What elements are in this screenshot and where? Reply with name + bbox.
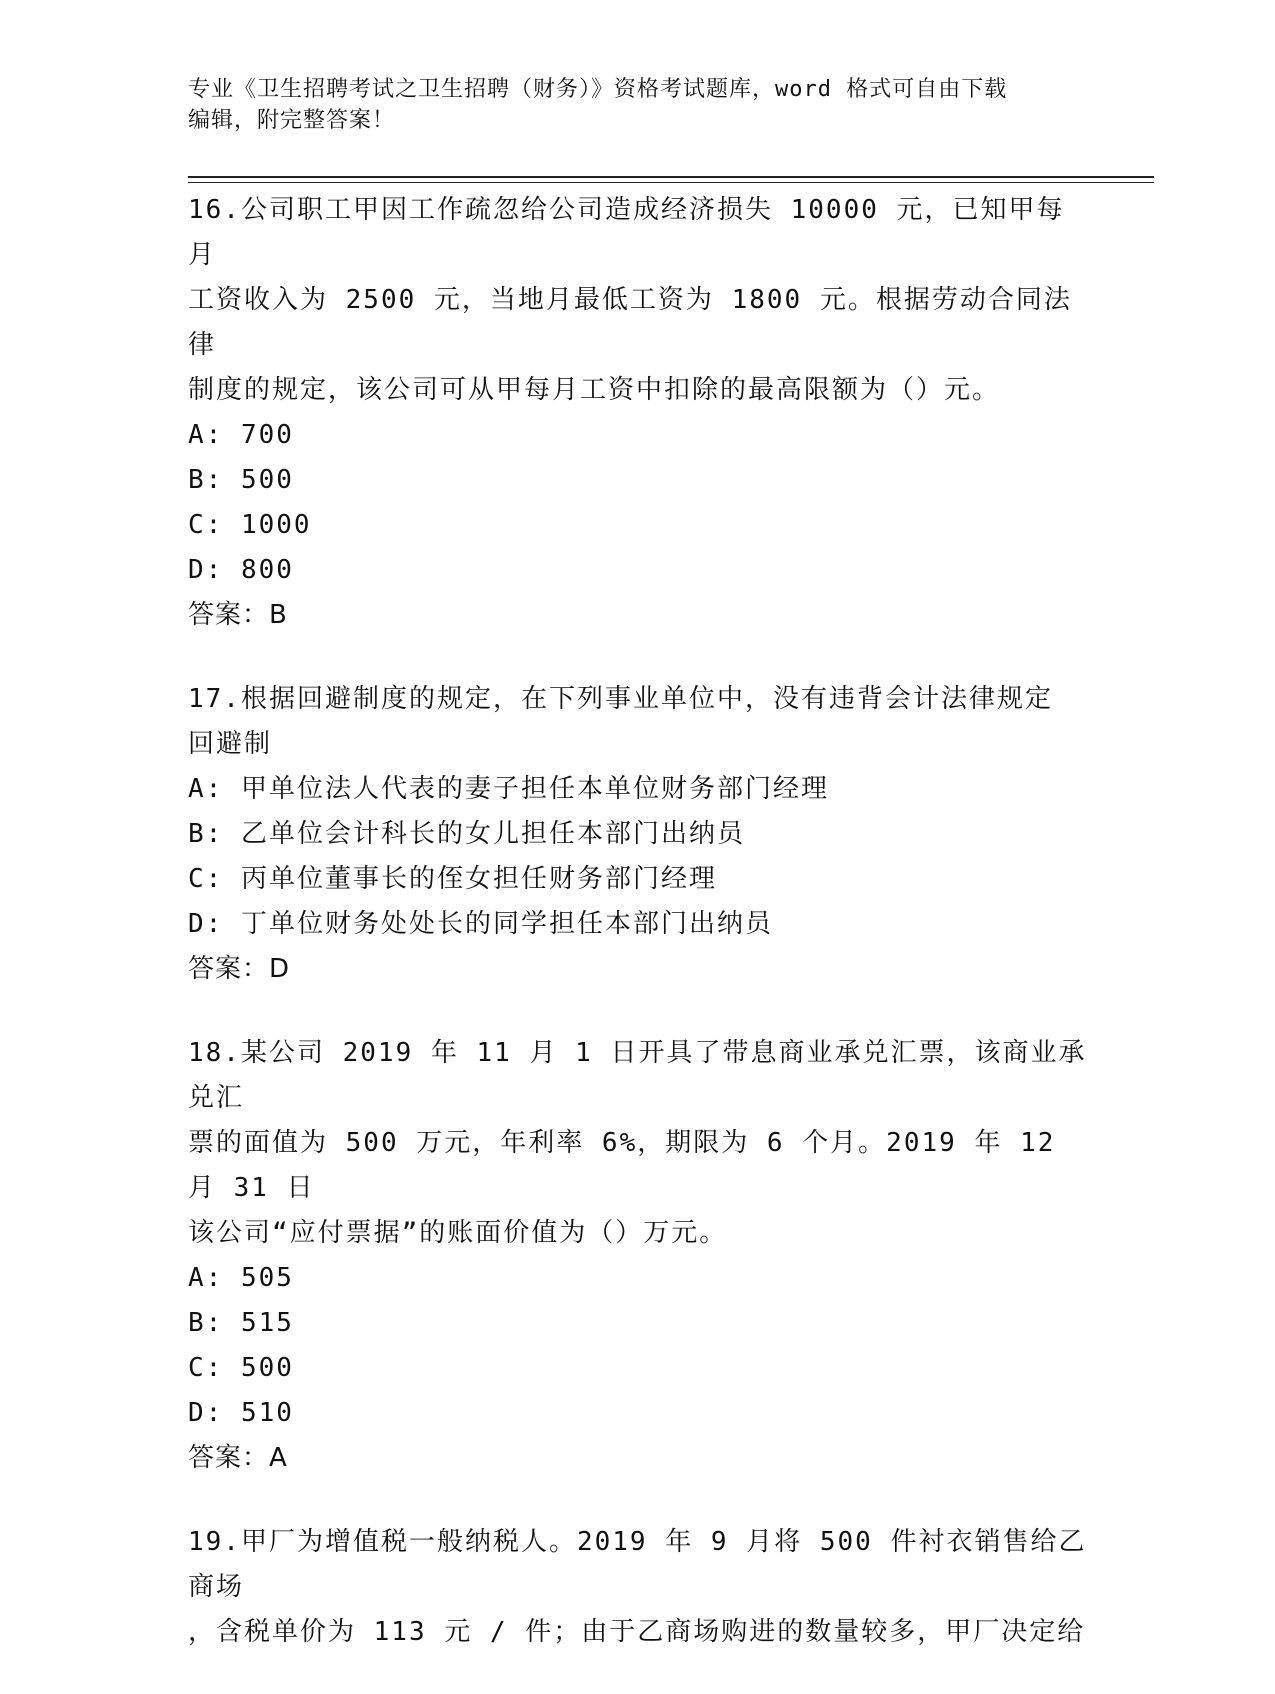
question-text: 16.公司职工甲因工作疏忽给公司造成经济损失 10000 元，已知甲每月 <box>188 195 1065 270</box>
question-18 <box>188 1031 1088 1481</box>
option-b: B: 500 <box>188 465 294 495</box>
option-d: D: 800 <box>188 555 294 585</box>
option-b: B: 515 <box>188 1308 294 1338</box>
option-c: C: 丙单位董事长的侄女担任财务部门经理 <box>188 864 717 894</box>
option-b: B: 乙单位会计科长的女儿担任本部门出纳员 <box>188 819 745 849</box>
question-19 <box>188 1520 1088 1655</box>
option-d: D: 丁单位财务处处长的同学担任本部门出纳员 <box>188 909 773 939</box>
question-text: 回避制 <box>188 729 273 759</box>
question-text: 工资收入为 2500 元，当地月最低工资为 1800 元。根据劳动合同法律 <box>188 285 1072 360</box>
header-divider <box>188 176 1154 178</box>
header-line: 专业《卫生招聘考试之卫生招聘（财务）》资格考试题库，word 格式可自由下载 <box>188 77 1008 102</box>
question-text: 17.根据回避制度的规定，在下列事业单位中，没有违背会计法律规定 <box>188 684 1053 714</box>
question-text: 票的面值为 500 万元，年利率 6%，期限为 6 个月。2019 年 12 月 31 日 <box>188 1128 1056 1203</box>
option-a: A: 甲单位法人代表的妻子担任本单位财务部门经理 <box>188 774 829 804</box>
question-17 <box>188 677 1088 992</box>
option-a: A: 700 <box>188 420 294 450</box>
option-d: D: 510 <box>188 1398 294 1428</box>
header-divider <box>188 182 1154 183</box>
answer: 答案：B <box>188 600 288 630</box>
question-list <box>188 188 1088 1694</box>
question-text: 19.甲厂为增值税一般纳税人。2019 年 9 月将 500 件衬衣销售给乙商场 <box>188 1527 1087 1602</box>
option-c: C: 1000 <box>188 510 312 540</box>
question-text: 该公司“应付票据”的账面价值为（）万元。 <box>188 1218 728 1248</box>
question-text: ，含税单价为 113 元 / 件；由于乙商场购进的数量较多，甲厂决定给 <box>188 1617 1086 1647</box>
answer: 答案：A <box>188 1443 288 1473</box>
question-16 <box>188 188 1088 638</box>
question-text: 18.某公司 2019 年 11 月 1 日开具了带息商业承兑汇票，该商业承兑汇 <box>188 1038 1087 1113</box>
option-a: A: 505 <box>188 1263 294 1293</box>
question-text: 制度的规定，该公司可从甲每月工资中扣除的最高限额为（）元。 <box>188 375 1001 405</box>
document-header <box>188 74 1088 136</box>
header-line: 编辑，附完整答案！ <box>188 108 396 133</box>
answer: 答案：D <box>188 954 291 984</box>
option-c: C: 500 <box>188 1353 294 1383</box>
